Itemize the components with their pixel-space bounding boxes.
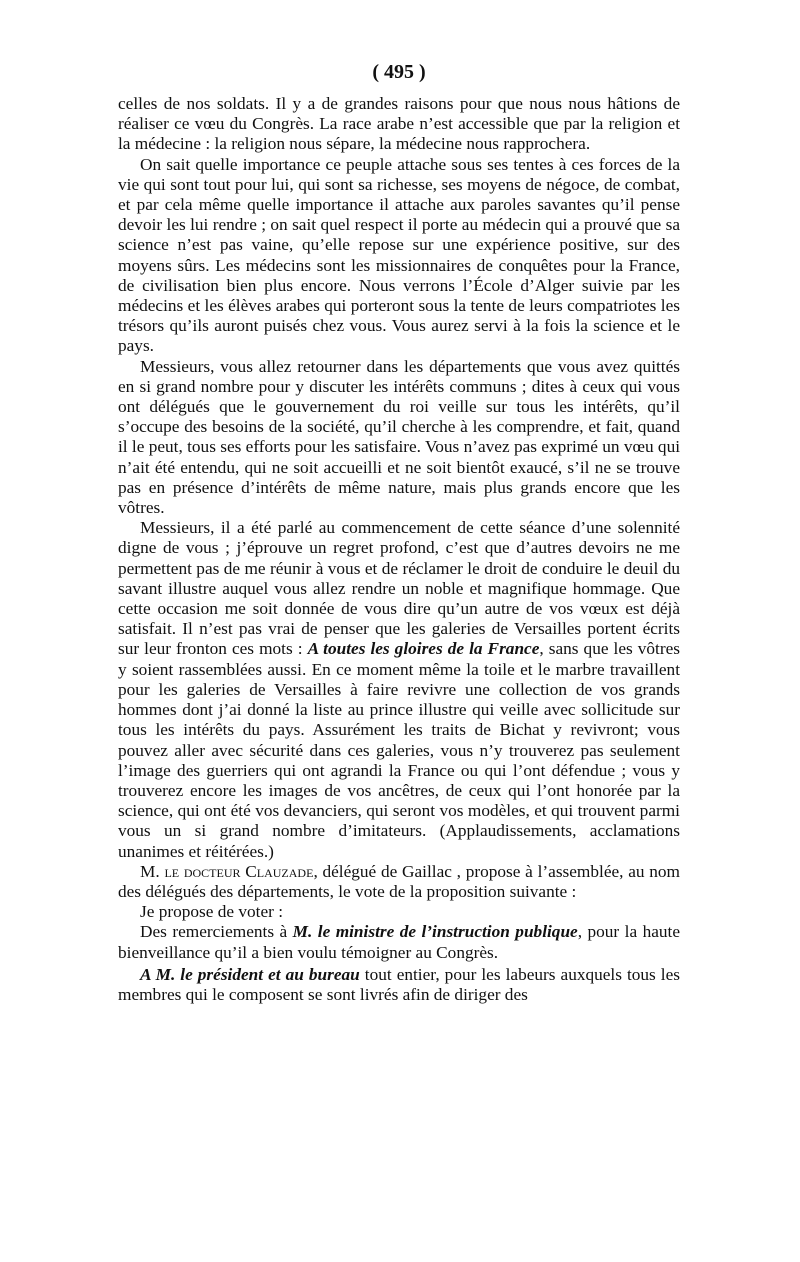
paragraph-medicine-arabs: On sait quelle importance ce peuple attache sous ses tentes à ces forces de la vie qui sont tout pour lui, qui sont sa richesse, ses moyens de négoce, de combat, et par cela même quelle importance il attache aux paroles savantes qu’il pense devoir les lui rendre ; on sait quel respect il porte au médecin qui a prouvé que sa science n’est pas vaine, qu’elle repose sur une expérience positive, sur des moyens sûrs. Les médecins sont les missionnaires de conquêtes pour la France, de civilisation bien plus encore. Nous verrons l’École d’Alger suivie par les médecins et les élèves arabes qui porteront sous la tente de leurs compatriotes les trésors qu’ils auront puisés chez vous. Vous aurez servi à la fois la science et le pays. [118, 154, 680, 356]
minister-title: M. le ministre de l’instruction publique [292, 922, 578, 942]
speaker-prefix: M. [140, 861, 165, 881]
thanks-bureau-after: tout entier, pour les labeurs auxquels tous les membres qui le composent se sont livrés afin de diriger des [118, 964, 680, 1004]
paragraph-versailles [118, 518, 680, 861]
president-bureau: A M. le président et au bureau [140, 964, 360, 984]
page-number: ( 495 ) [372, 61, 426, 83]
paragraph-propose: Je propose de voter : [140, 902, 284, 922]
speaker-name: le docteur Clauzade [164, 861, 314, 881]
paragraph-versailles-after: , sans que les vôtres y soient rassemblées aussi. En ce moment même la toile et le marbre travaillent pour les galeries de Versailles à faire revivre une collection de vos grands hommes dont j’ai donné la liste au prince illustre qui veille avec sollicitude sur tous les intérêts du pays. Assurément les traits de Bichat y revivront; vous pouvez aller avec sécurité dans ces galeries, vous n’y trouverez pas seulement l’image des guerriers qui ont agrandi la France ou qui l’ont défendue ; vous y trouverez encore les images de vos ancêtres, de ceux qui l’ont honorée par la science, qui ont été vos devanciers, qui seront vos modèles, et qui trouvent parmi vous un si grand nombre d’imitateurs. (Applaudissements, acclamations unanimes et réitérées.) [118, 639, 681, 861]
paragraph-clauzade-after: , délégué de Gaillac , propose à l’assemblée, au nom des délégués des départements, le vote de la proposition suivante : [118, 861, 680, 901]
body-text [118, 94, 680, 1005]
thanks-minister-before: Des remerciements à [140, 922, 293, 942]
document-page [118, 58, 680, 1005]
paragraph-versailles-before: Messieurs, il a été parlé au commencement de cette séance d’une solennité digne de vous ; j’éprouve un regret profond, c’est que d’autres devoirs ne me permettent pas de me réunir à vous et de réclamer le droit de conduire le deuil du savant illustre auquel vous allez rendre un noble et magnifique hommage. Que cette occasion me soit donnée de vous dire qu’un autre de vos vœux est déjà satisfait. Il n’est pas vrai de penser que les galeries de Versailles portent écrits sur leur fronton ces mots : [118, 518, 680, 659]
paragraph-departments: Messieurs, vous allez retourner dans les départements que vous avez quittés en si grand nombre pour y discuter les intérêts communs ; dites à ceux qui vous ont délégués que le gouvernement du roi veille sur tous les intérêts, qu’il s’occupe des besoins de la société, qu’il cherche à les comprendre, et fait, quand il le peut, tous ses efforts pour les satisfaire. Vous n’avez pas exprimé un vœu qui n’ait été entendu, qui ne soit accueilli et ne soit bientôt exaucé, s’il ne se trouve pas en présence d’intérêts de même nature, mais plus grands encore que les vôtres. [118, 356, 681, 518]
paragraph-continuation: celles de nos soldats. Il y a de grandes raisons pour que nous nous hâtions de réaliser ce vœu du Congrès. La race arabe n’est accessible que par la religion et la médecine : la religion nous sépare, la médecine nous rapprochera. [118, 94, 680, 154]
paragraph-clauzade [118, 862, 680, 902]
paragraph-thanks-bureau [118, 965, 680, 1005]
versailles-motto: A toutes les gloires de la France [307, 639, 540, 659]
thanks-minister-after: , pour la haute bienveillance qu’il a bien voulu témoigner au Congrès. [118, 922, 680, 962]
paragraph-thanks-minister [118, 922, 680, 962]
